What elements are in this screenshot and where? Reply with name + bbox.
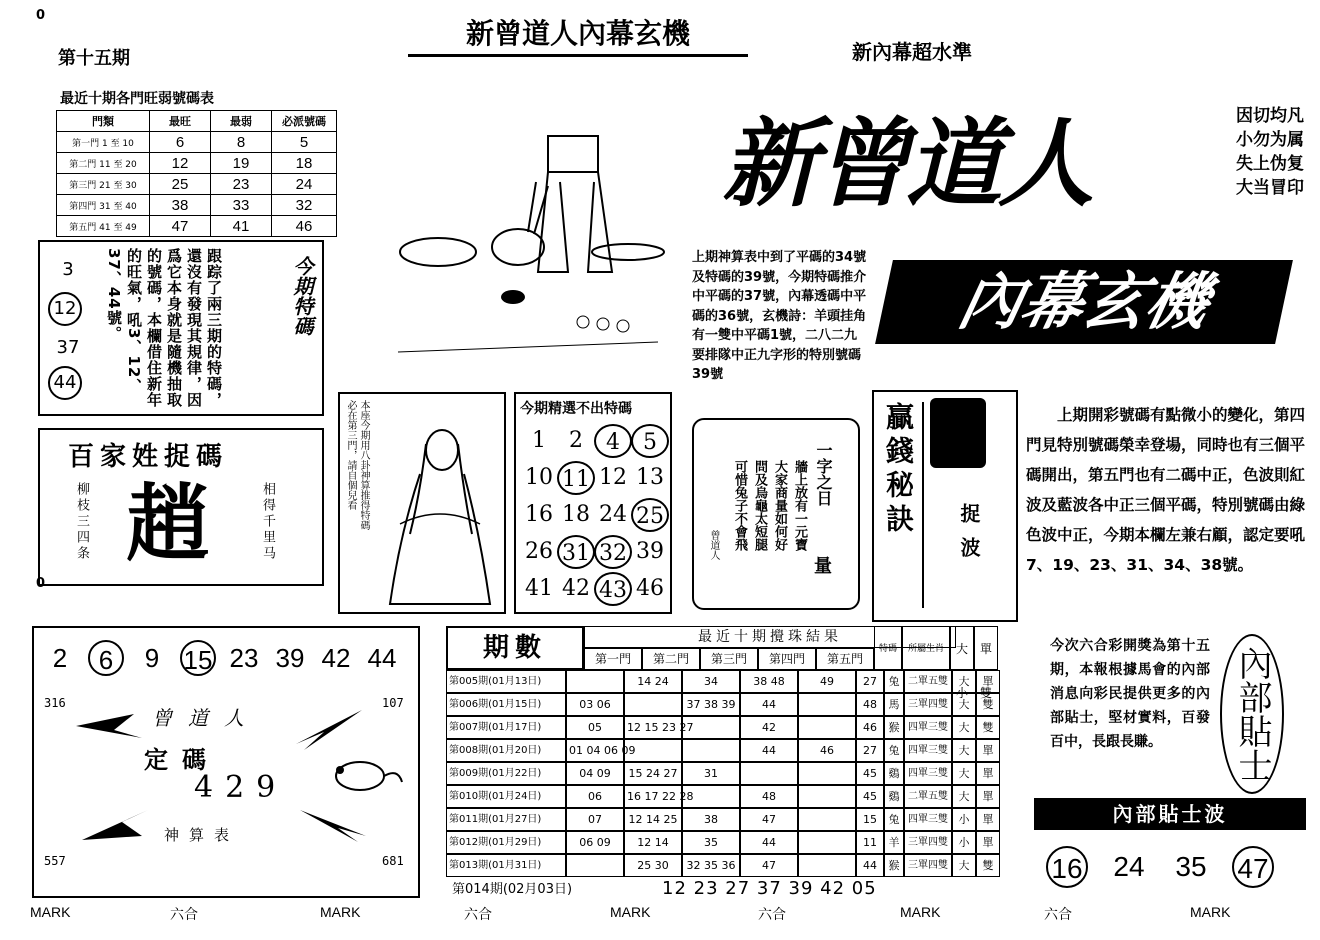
result-cell-sp: 15 (856, 808, 884, 831)
picks-title: 今期精選不出特碼 (520, 401, 632, 417)
tips-text: 今次六合彩開獎為第十五期，本報根據馬會的內部消息向彩民提供更多的內部貼士，堅材實料，百發百中，長跟長賺。 (1050, 638, 1210, 750)
arrow-icon (80, 806, 150, 846)
result-cell-g2: 12 14 (624, 831, 682, 854)
wave-number: 24 (1113, 851, 1145, 882)
rabbit-illustration (398, 112, 688, 372)
result-cell-g1 (566, 854, 624, 877)
result-cell-odd: 單 (976, 762, 1000, 785)
extra-header: 單雙 (974, 626, 998, 670)
board-code: 429 (194, 770, 288, 805)
result-cell-period: 第010期(01月24日) (446, 785, 566, 808)
scroll-line: 問及烏龜太短腿 (752, 460, 767, 551)
scroll-side-char: 量 (814, 556, 832, 577)
result-cell-g1: 06 (566, 785, 624, 808)
result-cell-sp: 11 (856, 831, 884, 854)
result-cell-g1: 05 (566, 716, 624, 739)
result-cell-sp: 45 (856, 762, 884, 785)
result-cell-g1: 04 09 (566, 762, 624, 785)
corner-mark-mid: 0 (36, 576, 46, 591)
pick-number: 18 (562, 502, 590, 527)
wave-number: 35 (1175, 851, 1207, 882)
footer-mark: 六合 (1044, 906, 1072, 922)
board-label-top: 曾道人 (152, 706, 260, 730)
result-cell-sp: 44 (856, 854, 884, 877)
pick-number-circled: 32 (594, 535, 632, 569)
pick-number: 10 (525, 465, 553, 490)
tips-wave-title: 內部貼士波 (1034, 798, 1306, 830)
extra-header: 所屬生肖 (902, 626, 950, 670)
corner-mark-top: 0 (36, 8, 46, 23)
pick-number: 13 (636, 465, 664, 490)
scroll-line: 可惜兔子不會飛 (732, 460, 747, 551)
tips-wave-numbers (1046, 846, 1296, 890)
verse-line: 因切均凡 (1236, 106, 1304, 126)
result-cell-info: 二單五雙 (904, 670, 952, 693)
goddess-illustration (380, 414, 500, 610)
result-cell-odd: 單 (976, 670, 1000, 693)
result-cell-period: 第007期(01月17日) (446, 716, 566, 739)
tips-badge: 內部貼士 (1220, 634, 1284, 794)
extra-header: 大小 (950, 626, 974, 670)
board-number-circled: 15 (180, 640, 216, 676)
scroll-box (692, 418, 860, 610)
issue-stamp: 第十五期 (58, 48, 130, 69)
result-cell-size: 大 (952, 739, 976, 762)
result-cell-period: 第005期(01月13日) (446, 670, 566, 693)
verse (1236, 104, 1304, 200)
track-box (38, 240, 324, 416)
picks-grid (520, 424, 670, 610)
pick-number-circled: 31 (557, 535, 595, 569)
verse-line: 大当冒印 (1236, 178, 1304, 198)
track-number: 37 (56, 337, 80, 358)
board-number: 2 (52, 643, 68, 673)
footer-mark: MARK (900, 904, 941, 920)
result-cell-info: 四單三雙 (904, 762, 952, 785)
result-cell-odd: 單 (976, 808, 1000, 831)
results-title-left: 期數 (446, 626, 584, 670)
board-number: 44 (367, 643, 397, 673)
result-cell-g3: 31 (682, 762, 740, 785)
goddess-caption: 本座今期用八卦神算推得特碼必在第三門，請自個兒看 (345, 400, 369, 530)
result-cell-zod: 兔 (884, 808, 904, 831)
win-money-text: 上期開彩號碼有點微小的變化，第四門見特別號碼榮幸登場，同時也有三個平碼開出，第五門也有二碼中正，色波則紅波及藍波各中正三個平碼，特別號碼由綠色波中正，今期本欄左兼右顧，認定要吼7、19、23、31、34、38號。 (1026, 406, 1306, 574)
footer-mark: 六合 (464, 906, 492, 922)
result-cell-g5 (798, 762, 856, 785)
result-cell-period: 第009期(01月22日) (446, 762, 566, 785)
board-number-circled: 6 (88, 640, 124, 676)
result-cell-size: 小 (952, 831, 976, 854)
footer-mark: MARK (1190, 904, 1231, 920)
pick-number: 2 (569, 428, 583, 453)
results-title-right: 最近十期攪珠結果 (584, 626, 956, 648)
result-cell-odd: 雙 (976, 716, 1000, 739)
result-cell-g5 (798, 808, 856, 831)
result-cell-odd: 單 (976, 785, 1000, 808)
result-cell-g3 (682, 739, 740, 762)
surname-box (38, 428, 324, 586)
result-cell-period: 第006期(01月15日) (446, 693, 566, 716)
result-cell-g5 (798, 716, 856, 739)
pick-number-circled: 11 (557, 461, 595, 495)
result-cell-odd: 雙 (976, 854, 1000, 877)
result-cell-g2: 12 15 23 27 (624, 716, 682, 739)
table-row: 第三門 21 至 30 25 23 24 (57, 174, 337, 195)
win-money-box (872, 390, 1018, 622)
gate-header: 第二門 (642, 648, 700, 670)
result-cell-g5 (798, 854, 856, 877)
board-label-bottom: 神算表 (164, 826, 240, 844)
results-rows (446, 670, 1012, 876)
footer-mark: MARK (320, 904, 361, 920)
track-numbers (48, 256, 88, 400)
table-row: 第一門 1 至 10 6 8 5 (57, 132, 337, 153)
result-cell-g5: 49 (798, 670, 856, 693)
verse-line: 小勿为属 (1236, 130, 1304, 150)
table-row: 第二門 11 至 20 12 19 18 (57, 153, 337, 174)
result-cell-odd: 單 (976, 831, 1000, 854)
result-cell-g1: 06 09 (566, 831, 624, 854)
gate-header: 第一門 (584, 648, 642, 670)
arrow-icon (74, 708, 144, 758)
result-cell-g5: 46 (798, 739, 856, 762)
result-cell-size: 大 (952, 762, 976, 785)
result-cell-g1: 07 (566, 808, 624, 831)
result-cell-g2 (624, 693, 682, 716)
track-number-circled: 12 (48, 292, 82, 326)
board-corner-br: 681 (382, 854, 404, 868)
gate-header: 第四門 (758, 648, 816, 670)
result-cell-info: 四單三雙 (904, 739, 952, 762)
result-cell-odd: 雙 (976, 693, 1000, 716)
result-cell-size: 大 (952, 670, 976, 693)
board-corner-bl: 557 (44, 854, 66, 868)
footer-mark: 六合 (758, 906, 786, 922)
footer-mark: 六合 (170, 906, 198, 922)
result-cell-info: 四單三雙 (904, 716, 952, 739)
gate-header: 最旺 (150, 111, 211, 132)
pick-number: 12 (599, 465, 627, 490)
result-cell-g2: 14 24 (624, 670, 682, 693)
board-number: 42 (321, 643, 351, 673)
goddess-box (338, 392, 506, 614)
pick-number: 46 (636, 576, 664, 601)
result-cell-info: 二單五雙 (904, 785, 952, 808)
surname-title: 百家姓捉碼 (68, 442, 229, 472)
board-corner-tr: 107 (382, 696, 404, 710)
result-cell-g4: 47 (740, 854, 798, 877)
big-logo-main: 新曾道人 (722, 107, 1090, 220)
extra-header: 特碼 (874, 626, 902, 670)
result-cell-g3 (682, 785, 740, 808)
result-cell-g3: 34 (682, 670, 740, 693)
board-numbers (42, 640, 414, 680)
result-cell-info: 三單四雙 (904, 854, 952, 877)
number-board (32, 626, 420, 898)
arrow-icon (294, 704, 364, 754)
result-cell-g3: 32 35 36 (682, 854, 740, 877)
result-cell-g1 (566, 670, 624, 693)
board-corner-tl: 316 (44, 696, 66, 710)
result-cell-g1: 03 06 (566, 693, 624, 716)
author-photo (930, 398, 986, 468)
result-cell-sp: 45 (856, 785, 884, 808)
result-cell-sp: 48 (856, 693, 884, 716)
result-cell-g2: 15 24 27 (624, 762, 682, 785)
gate-header: 第五門 (816, 648, 874, 670)
gate-header: 門類 (57, 111, 150, 132)
wave-number-circled: 16 (1046, 846, 1088, 888)
result-cell-sp: 46 (856, 716, 884, 739)
scroll-title: 一字之日 (814, 442, 833, 506)
surname-left-verse: 柳枝三四条 (74, 482, 89, 562)
track-text: 跟踪了兩三期的特碼，還沒有發現其規律，因爲它本身就是隨機抽取的號碼，本欄借住新年的旺氣，吼3、12、37、44號。 (105, 248, 223, 408)
board-label-mid: 定碼 (144, 746, 220, 774)
result-cell-zod: 兔 (884, 670, 904, 693)
sub-title: 新內幕超水準 (852, 40, 972, 64)
result-cell-period: 第012期(01月29日) (446, 831, 566, 854)
result-cell-g4: 44 (740, 831, 798, 854)
big-logo-sub: 內幕玄機 (875, 260, 1293, 344)
pick-number-circled: 43 (594, 572, 632, 606)
result-cell-g5 (798, 831, 856, 854)
pick-number: 1 (532, 428, 546, 453)
result-cell-size: 大 (952, 785, 976, 808)
win-money-title: 贏錢秘訣 (878, 402, 924, 608)
next-numbers: 12 23 27 37 39 42 05 (662, 878, 877, 899)
track-number-circled: 44 (48, 366, 82, 400)
footer-mark: MARK (30, 904, 71, 920)
prediction-text: 上期神算表中到了平碼的34號及特碼的39號，今期特碼推介中平碼的37號，內幕透碼中平碼的36號，玄機詩：羊頭挂角有一雙中平碼1號，二八二九要排隊中正九字形的特別號碼39號 (692, 250, 867, 382)
result-cell-info: 三單四雙 (904, 693, 952, 716)
gate-table (56, 110, 337, 237)
arrow-icon (298, 806, 368, 846)
result-cell-g4: 47 (740, 808, 798, 831)
result-cell-g2: 12 14 25 (624, 808, 682, 831)
pick-number: 26 (525, 539, 553, 564)
verse-line: 失上伪复 (1236, 154, 1304, 174)
next-period: 第014期(02月03日) (452, 882, 573, 897)
pick-number: 42 (562, 576, 590, 601)
result-cell-sp: 27 (856, 670, 884, 693)
result-cell-g4: 44 (740, 693, 798, 716)
footer-mark: MARK (610, 904, 651, 920)
result-cell-g5 (798, 693, 856, 716)
scroll-line: 大家商量如何好 (772, 460, 787, 551)
result-cell-g5 (798, 785, 856, 808)
result-cell-g1: 01 04 06 09 (566, 739, 624, 762)
result-cell-g3 (682, 716, 740, 739)
result-cell-g2 (624, 739, 682, 762)
pick-number: 39 (636, 539, 664, 564)
scroll-signature: 曾道人 (708, 530, 719, 560)
result-cell-g4 (740, 762, 798, 785)
track-tag: 今期特碼 (290, 256, 314, 336)
result-cell-zod: 鷄 (884, 785, 904, 808)
gate-header: 第三門 (700, 648, 758, 670)
pick-number: 24 (599, 502, 627, 527)
result-cell-zod: 羊 (884, 831, 904, 854)
board-number: 39 (275, 643, 305, 673)
result-cell-zod: 猴 (884, 716, 904, 739)
main-title: 新曾道人內幕玄機 (408, 14, 748, 57)
result-cell-period: 第011期(01月27日) (446, 808, 566, 831)
result-cell-g4: 38 48 (740, 670, 798, 693)
result-cell-zod: 鷄 (884, 762, 904, 785)
result-cell-zod: 兔 (884, 739, 904, 762)
table-row: 第五門 41 至 49 47 41 46 (57, 216, 337, 237)
result-cell-g3: 35 (682, 831, 740, 854)
result-cell-odd: 單 (976, 739, 1000, 762)
picks-box (514, 392, 672, 614)
win-money-tag: 捉波 (957, 503, 981, 571)
result-cell-g2: 16 17 22 28 (624, 785, 682, 808)
result-cell-g2: 25 30 (624, 854, 682, 877)
gate-header: 必派號碼 (272, 111, 337, 132)
wave-number-circled: 47 (1232, 846, 1274, 888)
gate-header: 最弱 (211, 111, 272, 132)
pick-number: 41 (525, 576, 553, 601)
table-row: 第四門 31 至 40 38 33 32 (57, 195, 337, 216)
result-cell-size: 小 (952, 808, 976, 831)
result-cell-g3: 38 (682, 808, 740, 831)
result-cell-period: 第013期(01月31日) (446, 854, 566, 877)
result-cell-g4: 44 (740, 739, 798, 762)
gate-table-title: 最近十期各門旺弱號碼表 (60, 91, 214, 107)
result-cell-g3: 37 38 39 (682, 693, 740, 716)
result-cell-info: 四單三雙 (904, 808, 952, 831)
board-number: 9 (144, 643, 160, 673)
result-cell-period: 第008期(01月20日) (446, 739, 566, 762)
pick-number-circled: 5 (631, 424, 669, 458)
pick-number: 16 (525, 502, 553, 527)
result-cell-size: 大 (952, 716, 976, 739)
result-cell-sp: 27 (856, 739, 884, 762)
result-cell-g4: 48 (740, 785, 798, 808)
rat-icon (328, 748, 404, 798)
pick-number-circled: 25 (631, 498, 669, 532)
result-cell-zod: 馬 (884, 693, 904, 716)
result-cell-info: 三單四雙 (904, 831, 952, 854)
surname-char: 趙 (126, 474, 211, 573)
result-cell-size: 大 (952, 693, 976, 716)
result-cell-size: 大 (952, 854, 976, 877)
board-number: 23 (229, 643, 259, 673)
surname-right-verse: 相得千里马 (260, 482, 275, 562)
track-number: 3 (62, 259, 74, 280)
pick-number-circled: 4 (594, 424, 632, 458)
result-cell-zod: 猴 (884, 854, 904, 877)
result-cell-g4: 42 (740, 716, 798, 739)
scroll-line: 牆上放有一元寶 (792, 460, 807, 551)
